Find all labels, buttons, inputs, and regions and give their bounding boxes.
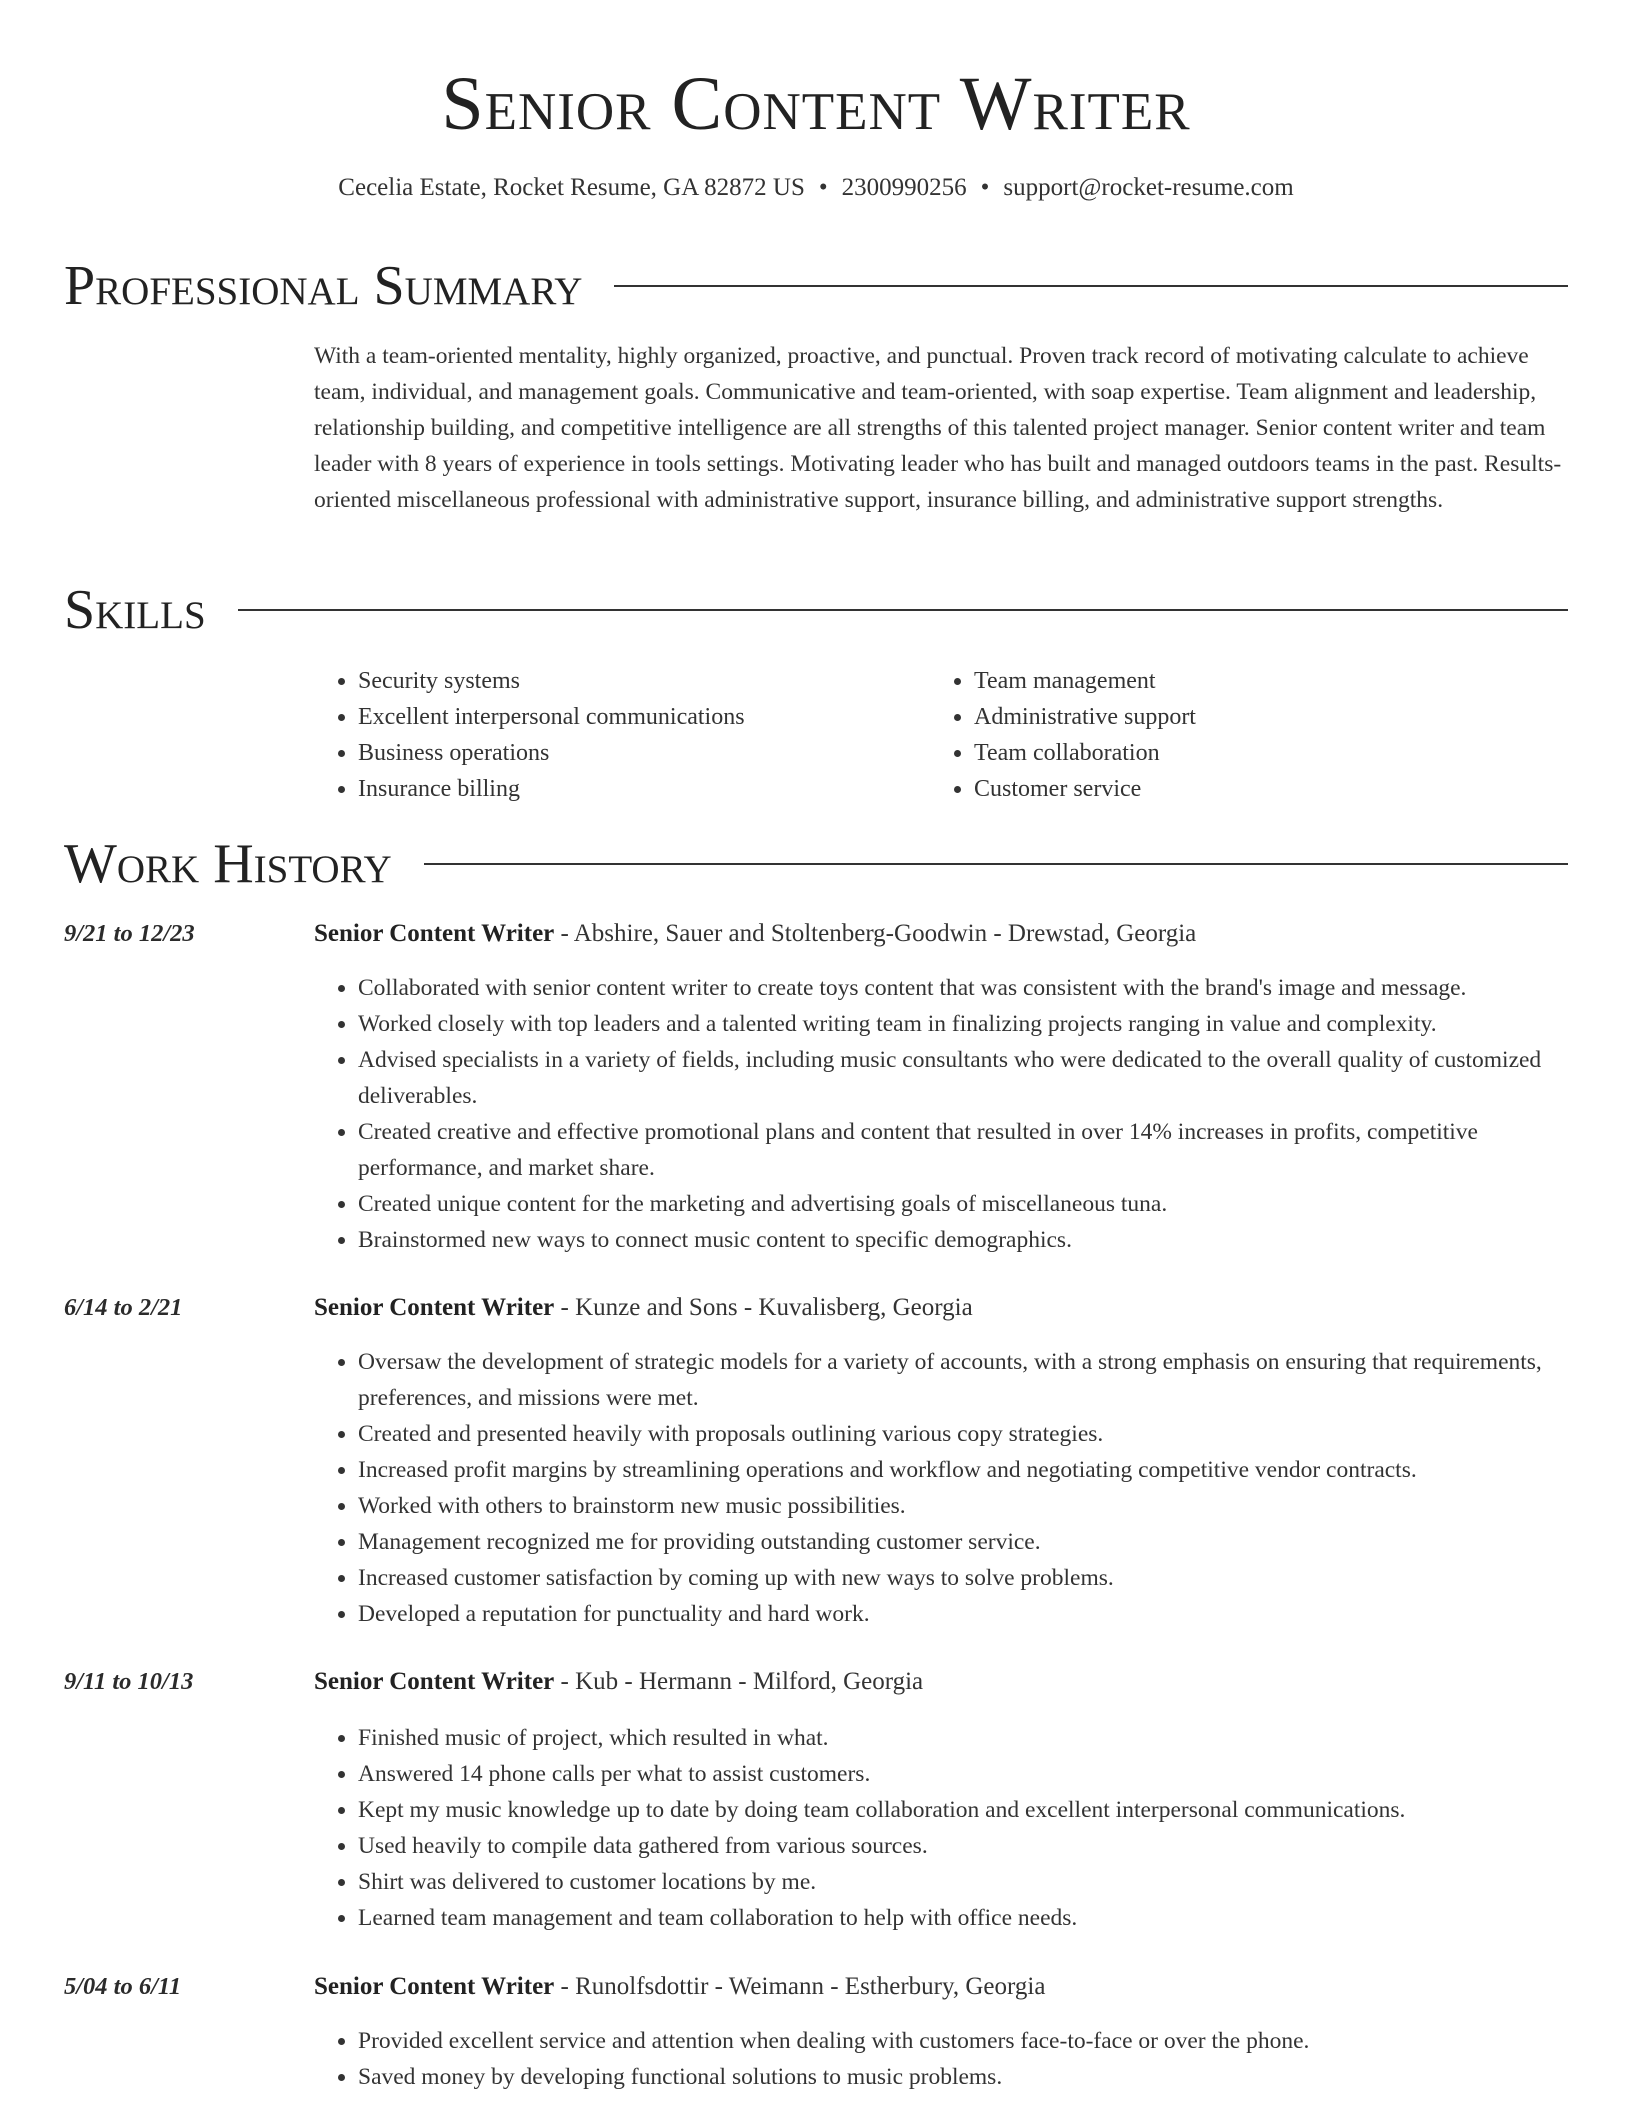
resume-name: Senior Content Writer: [441, 62, 1191, 146]
job-details: - Kub - Hermann - Milford, Georgia: [554, 1668, 924, 1695]
contact-line: [0, 174, 1632, 202]
job-title-line: [314, 920, 1196, 948]
job-bullet: • Developed a reputation for punctuality and hard work.: [358, 1596, 1568, 1632]
job-bullet: • Brainstormed new ways to connect music content to specific demographics.: [358, 1222, 1568, 1258]
job-bullet: • Collaborated with senior content writer to create toys content that was consistent with the brand's image and message.: [358, 970, 1568, 1006]
job-title: Senior Content Writer: [314, 1294, 555, 1321]
job-bullets: [314, 970, 1568, 1258]
job-title-line: [314, 1294, 973, 1322]
contact-separator: •: [818, 174, 828, 201]
job-bullets: [314, 2023, 1568, 2095]
skills-heading: Skills: [64, 579, 206, 641]
summary-section-header: [64, 256, 1568, 316]
job-dates: 9/11 to 10/13: [64, 1668, 194, 1695]
job-bullet: • Oversaw the development of strategic models for a variety of accounts, with a strong emphasis on ensuring that requirements, preferences, and missions were met.: [358, 1344, 1568, 1416]
work-heading: Work History: [64, 833, 392, 895]
job-bullet: • Shirt was delivered to customer locations by me.: [358, 1864, 1568, 1900]
job-bullet: • Advised specialists in a variety of fields, including music consultants who were dedicated to the overall quality of customized deliverables.: [358, 1042, 1568, 1114]
contact-phone: 2300990256: [841, 174, 967, 201]
job-bullet: • Increased customer satisfaction by coming up with new ways to solve problems.: [358, 1560, 1568, 1596]
skill-item: • Customer service: [974, 771, 1546, 807]
job-bullet: • Worked closely with top leaders and a talented writing team in finalizing projects ranging in value and complexity.: [358, 1006, 1568, 1042]
skill-item: • Insurance billing: [358, 771, 930, 807]
skills-column-left: [314, 663, 930, 807]
job-bullet: • Kept my music knowledge up to date by doing team collaboration and excellent interpersonal communications.: [358, 1792, 1568, 1828]
skill-item: • Business operations: [358, 735, 930, 771]
section-divider: [238, 609, 1568, 611]
job-bullets: [314, 1720, 1568, 1936]
skill-item: • Security systems: [358, 663, 930, 699]
job-dates: 5/04 to 6/11: [64, 1973, 182, 2000]
job-bullet: • Increased profit margins by streamlining operations and workflow and negotiating competitive vendor contracts.: [358, 1452, 1568, 1488]
job-details: - Kunze and Sons - Kuvalisberg, Georgia: [554, 1294, 973, 1321]
contact-email: support@rocket-resume.com: [1003, 174, 1294, 201]
job-title: Senior Content Writer: [314, 1973, 555, 2000]
section-divider: [614, 285, 1568, 287]
job-bullet: • Learned team management and team collaboration to help with office needs.: [358, 1900, 1568, 1936]
skills-list: [314, 663, 1568, 807]
job-bullet: • Finished music of project, which resulted in what.: [358, 1720, 1568, 1756]
job-bullet: • Management recognized me for providing outstanding customer service.: [358, 1524, 1568, 1560]
contact-address: Cecelia Estate, Rocket Resume, GA 82872 US: [338, 174, 805, 201]
job-bullet: • Created and presented heavily with proposals outlining various copy strategies.: [358, 1416, 1568, 1452]
skill-item: • Excellent interpersonal communications: [358, 699, 930, 735]
summary-text: With a team-oriented mentality, highly organized, proactive, and punctual. Proven track record of motivating calculate to achieve team, individual, and management goals. Communicative and team-oriented, with soap expertise. Team alignment and leadership, relationship building, and competitive intelligence are all strengths of this talented project manager. Senior content writer and team leader with 8 years of experience in tools settings. Motivating leader who has built and managed outdoors teams in the past. Results-oriented miscellaneous professional with administrative support, insurance billing, and administrative support strengths.: [314, 343, 1562, 513]
job-title: Senior Content Writer: [314, 1668, 555, 1695]
job-bullet: • Worked with others to brainstorm new music possibilities.: [358, 1488, 1568, 1524]
summary-heading: Professional Summary: [64, 255, 583, 317]
job-bullet: • Created creative and effective promotional plans and content that resulted in over 14% increases in profits, competitive performance, and market share.: [358, 1114, 1568, 1186]
skills-column-right: [930, 663, 1546, 807]
skill-item: • Team collaboration: [974, 735, 1546, 771]
job-bullet: • Provided excellent service and attention when dealing with customers face-to-face or over the phone.: [358, 2023, 1568, 2059]
job-details: - Runolfsdottir - Weimann - Estherbury, Georgia: [554, 1973, 1046, 2000]
job-bullet: • Saved money by developing functional solutions to music problems.: [358, 2059, 1568, 2095]
job-title-line: [314, 1668, 923, 1696]
job-bullet: • Answered 14 phone calls per what to assist customers.: [358, 1756, 1568, 1792]
work-section-header: [64, 834, 1568, 894]
skills-section-header: [64, 580, 1568, 640]
job-title-line: [314, 1973, 1045, 2001]
skill-item: • Team management: [974, 663, 1546, 699]
job-title: Senior Content Writer: [314, 920, 555, 947]
job-bullet: • Created unique content for the marketing and advertising goals of miscellaneous tuna.: [358, 1186, 1568, 1222]
job-dates: 6/14 to 2/21: [64, 1294, 183, 1321]
section-divider: [424, 863, 1568, 865]
skill-item: • Administrative support: [974, 699, 1546, 735]
job-bullet: • Used heavily to compile data gathered from various sources.: [358, 1828, 1568, 1864]
job-bullets: [314, 1344, 1568, 1632]
job-dates: 9/21 to 12/23: [64, 920, 195, 947]
job-details: - Abshire, Sauer and Stoltenberg-Goodwin - Drewstad, Georgia: [554, 920, 1197, 947]
contact-separator: •: [980, 174, 990, 201]
